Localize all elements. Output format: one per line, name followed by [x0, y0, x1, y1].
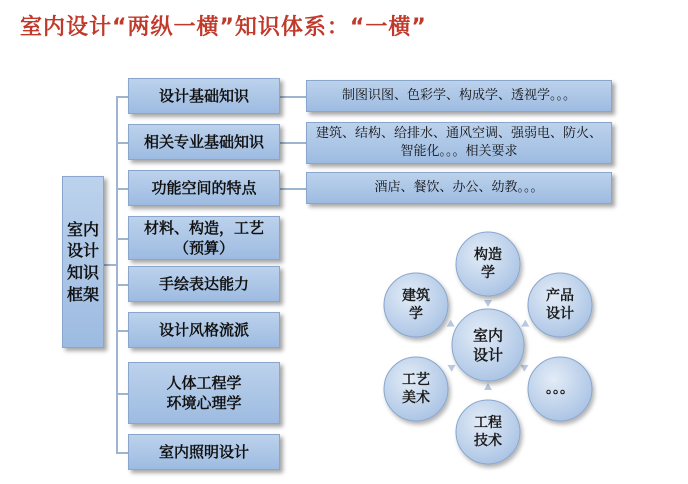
cycle-node-label: 工艺 [402, 371, 430, 388]
cycle-node-circle [528, 273, 592, 337]
cycle-node-label: 技术 [474, 433, 502, 450]
cycle-node-label: 。。。 [546, 381, 574, 397]
cycle-node-label: 构造 [474, 246, 502, 263]
cycle-node-label: 建筑 [402, 287, 430, 304]
cycle-node-label: 学 [409, 306, 423, 323]
knowledge-item-label: 设计基础知识 [158, 86, 249, 105]
knowledge-item-label: 功能空间的特点 [151, 178, 257, 197]
knowledge-item-label: 相关专业基础知识 [143, 132, 264, 151]
knowledge-item-label: 设计风格流派 [158, 320, 249, 339]
knowledge-item-label: 材料、构造，工艺 （预算） [143, 218, 264, 257]
cycle-node-label: 美术 [402, 390, 430, 407]
detail-text: 制图识图、色彩学、构成学、透视学。。。 [341, 88, 576, 104]
cycle-arrow [448, 365, 456, 372]
knowledge-item-label: 手绘表达能力 [158, 274, 249, 293]
cycle-node-circle [384, 357, 448, 421]
cycle-arrow [521, 320, 529, 327]
detail-text: 酒店、餐饮、办公、幼教。。。 [374, 180, 544, 196]
cycle-node-circle [456, 232, 520, 296]
cycle-node-label: 产品 [546, 287, 574, 304]
cycle-node-label: 学 [481, 265, 495, 282]
framework-root-label: 室内 设计 知识 框架 [66, 219, 99, 304]
page-title: 室内设计“两纵一横”知识体系：“一横” [20, 15, 427, 40]
cycle-node-label: 室内 [472, 326, 504, 345]
cycle-arrow [520, 365, 528, 372]
cycle-node-circle [456, 400, 520, 464]
knowledge-item-label: 人体工程学 环境心理学 [166, 373, 242, 412]
cycle-node-label: 设计 [546, 306, 574, 323]
detail-text: 建筑、结构、给排水、通风空调、强弱电、防火、智能化。。。相关要求 [315, 126, 602, 159]
cycle-arrow [447, 320, 455, 327]
cycle-node-circle [384, 273, 448, 337]
cycle-node-label: 工程 [474, 414, 502, 431]
cycle-node-label: 设计 [472, 345, 504, 364]
cycle-arrow [484, 300, 492, 307]
cycle-arrow [484, 383, 492, 390]
knowledge-item-label: 室内照明设计 [158, 442, 249, 461]
